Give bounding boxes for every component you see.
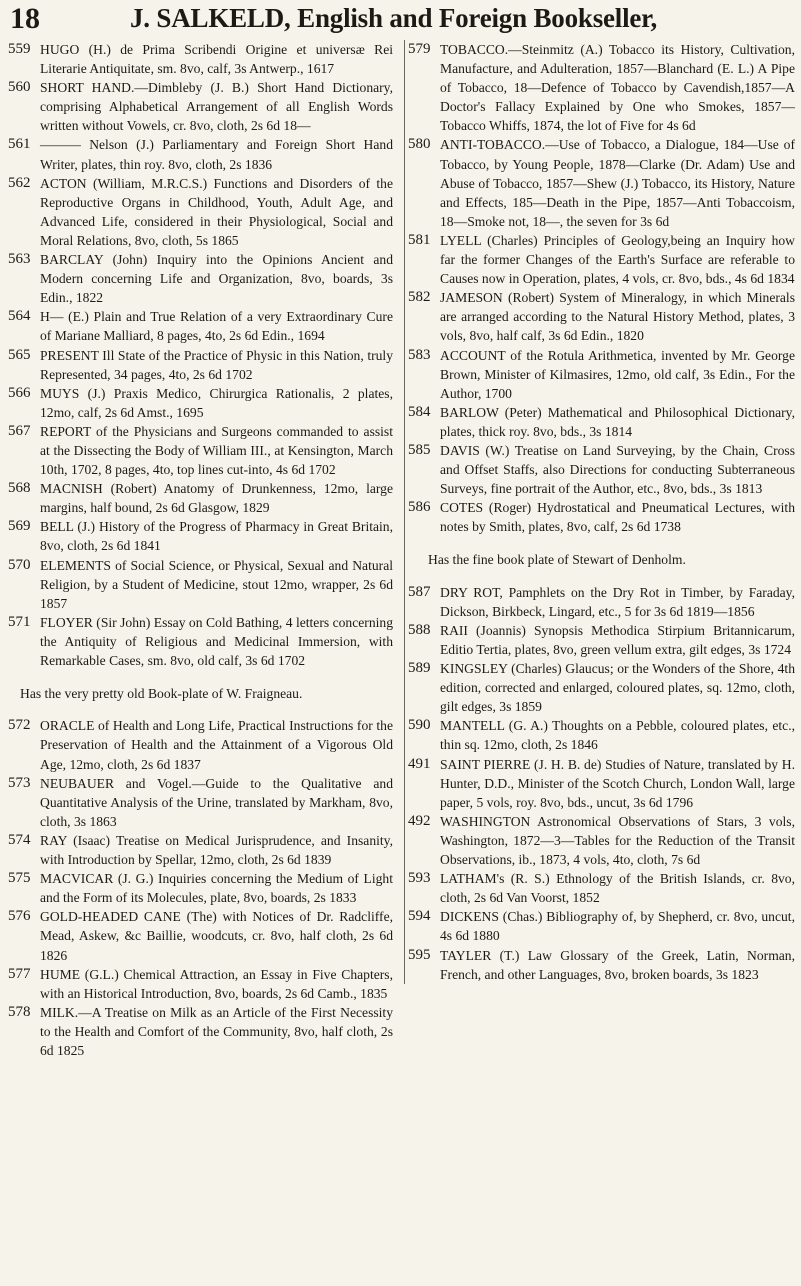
entry-number: 578 xyxy=(8,1003,31,1020)
entry-text: JAMESON (Robert) System of Mineralogy, in which Minerals are arranged according to the Natural History Method, plates, 3 vols, 8vo, half calf, 3s 6d Edin., 1820 xyxy=(440,290,795,344)
entry-text: REPORT of the Physicians and Surgeons commanded to assist at the Dissecting the Body of William III., at Kensington, March 10th, 1702, 8 pages, 4to, top lines cut-into, 4s 6d 1702 xyxy=(40,423,393,478)
entry-text: TOBACCO.—Steinmitz (A.) Tobacco its History, Cultivation, Manufacture, and Adulteration, 1857—Blanchard (E. L.) A Pipe of Tobacco, 18—Defence of Tobacco by Cavendish,1857—A Doctor's Fallacy Explained by One who Smokes, 1857—Tobacco Whiffs, 1874, the lot of Five for 4s 6d xyxy=(440,42,795,134)
page-header xyxy=(10,2,791,38)
catalogue-entry xyxy=(8,174,393,250)
catalogue-entry xyxy=(8,384,393,422)
entry-text: MACVICAR (J. G.) Inquiries concerning the Medium of Light and the Form of its Molecules, plate, 8vo, boards, 2s 1833 xyxy=(40,871,393,906)
catalogue-entry xyxy=(8,307,393,345)
entry-text: DAVIS (W.) Treatise on Land Surveying, by the Chain, Cross and Offset Staffs, also Directions for conducting Subterraneous Surveys, fine portrait of the Author, etc., 8vo, bds., 3s 1813 xyxy=(440,442,795,497)
entry-number: 575 xyxy=(8,870,31,887)
entry-number: 572 xyxy=(8,717,31,734)
entry-number: 570 xyxy=(8,556,31,573)
entry-number: 586 xyxy=(408,499,431,516)
entry-number: 588 xyxy=(408,621,431,638)
catalogue-entry xyxy=(408,716,795,754)
entry-number: 567 xyxy=(8,422,31,439)
left-column xyxy=(8,40,393,1060)
entry-text: WASHINGTON Astronomical Observations of Stars, 3 vols, Washington, 1872—3—Tables for the Reduction of the Transit Observations, ib., 1873, 4 vols, 4to, cloth, 7s 6d xyxy=(440,813,795,868)
entry-text: MUYS (J.) Praxis Medico, Chirurgica Rationalis, 2 plates, 12mo, calf, 2s 6d Amst., 1695 xyxy=(40,385,393,420)
catalogue-entry xyxy=(8,346,393,384)
entry-number: 584 xyxy=(408,403,431,420)
catalogue-entry xyxy=(8,40,393,78)
catalogue-entry xyxy=(408,498,795,536)
catalogue-entry xyxy=(8,517,393,555)
entry-text: MACNISH (Robert) Anatomy of Drunkenness, 12mo, large margins, half bound, 2s 6d Glasgow, 1829 xyxy=(40,481,393,516)
entry-number: 571 xyxy=(8,613,31,630)
entry-number: 566 xyxy=(8,384,31,401)
catalogue-entry xyxy=(408,231,795,288)
catalogue-entry xyxy=(408,907,795,945)
entry-number: 579 xyxy=(408,41,431,57)
entry-number: 565 xyxy=(8,346,31,363)
catalogue-entry xyxy=(8,422,393,479)
entry-number: 559 xyxy=(8,41,31,57)
entry-text: TAYLER (T.) Law Glossary of the Greek, Latin, Norman, French, and other Languages, 8vo, broken boards, 3s 1823 xyxy=(440,947,795,982)
entry-number: 582 xyxy=(408,289,431,306)
entry-text: NEUBAUER and Vogel.—Guide to the Qualitative and Quantitative Analysis of the Urine, translated by Markham, 8vo, cloth, 3s 1863 xyxy=(40,775,393,829)
entry-text: ELEMENTS of Social Science, or Physical, Sexual and Natural Religion, by a Student of Medicine, stout 12mo, wrapper, 2s 6d 1857 xyxy=(40,557,393,611)
catalogue-entry xyxy=(8,135,393,173)
catalogue-entry xyxy=(408,621,795,659)
catalogue-entry xyxy=(408,441,795,498)
entry-number: 491 xyxy=(408,755,431,772)
entry-text: FLOYER (Sir John) Essay on Cold Bathing, 4 letters concerning the Antiquity of Religious and Medicinal Immersion, with Remarkable Cases, sm. 8vo, old calf, 3s 6d 1702 xyxy=(40,614,393,668)
catalogue-entry xyxy=(408,946,795,984)
entry-number: 595 xyxy=(408,946,431,963)
entry-text: H— (E.) Plain and True Relation of a very Extraordinary Cure of Mariane Malliard, 8 pages, 4to, 2s 6d Edin., 1694 xyxy=(40,309,393,344)
entry-number: 563 xyxy=(8,251,31,268)
catalogue-entry xyxy=(408,869,795,907)
entry-text: ACTON (William, M.R.C.S.) Functions and Disorders of the Reproductive Organs in Childhood, Youth, Adult Age, and Advanced Life, considered in their Physiological, Social and Moral Relations, 8vo, cloth, 5s 1865 xyxy=(40,175,393,248)
entry-number: 577 xyxy=(8,965,31,982)
entry-number: 576 xyxy=(8,908,31,925)
entry-text: RAY (Isaac) Treatise on Medical Jurisprudence, and Insanity, with Introduction by Spellar, 12mo, cloth, 2s 6d 1839 xyxy=(40,832,393,868)
entry-text: RAII (Joannis) Synopsis Methodica Stirpium Britannicarum, Editio Tertia, plates, 8vo, green vellum extra, gilt edges, 3s 1724 xyxy=(440,622,795,657)
entry-text: SHORT HAND.—Dimbleby (J. B.) Short Hand Dictionary, comprising Alphabetical Arrangement of all English Words written without Vowels, cr. 8vo, cloth, 2s 6d 18— xyxy=(40,80,393,134)
entry-text: ACCOUNT of the Rotula Arithmetica, invented by Mr. George Brown, Minister of Kilmasires, 12mo, old calf, 3s Edin., For the Author, 1700 xyxy=(440,347,795,401)
entry-text: ——— Nelson (J.) Parliamentary and Foreign Short Hand Writer, plates, thin roy. 8vo, cloth, 2s 1836 xyxy=(40,137,393,172)
entry-number: 583 xyxy=(408,346,431,363)
entry-text: GOLD-HEADED CANE (The) with Notices of Dr. Radcliffe, Mead, Askew, &c Baillie, woodcuts, cr. 8vo, half cloth, 2s 6d 1826 xyxy=(40,909,393,963)
catalogue-entry xyxy=(408,288,795,345)
entry-text: BARLOW (Peter) Mathematical and Philosophical Dictionary, plates, thick roy. 8vo, bds., 3s 1814 xyxy=(440,404,795,439)
catalogue-entry xyxy=(408,135,795,230)
entry-number: 492 xyxy=(408,812,431,829)
catalogue-entry xyxy=(8,78,393,135)
entry-note-text: Has the very pretty old Book-plate of W. Fraigneau. xyxy=(20,685,303,701)
page-number: 18 xyxy=(10,2,40,35)
catalogue-entry xyxy=(8,556,393,613)
entry-text: KINGSLEY (Charles) Glaucus; or the Wonders of the Shore, 4th edition, corrected and enlarged, coloured plates, sq. 12mo, cloth, gilt edges, 3s 1859 xyxy=(440,661,795,715)
catalogue-entry xyxy=(8,250,393,307)
entry-number: 560 xyxy=(8,79,31,96)
entry-text: LYELL (Charles) Principles of Geology,being an Inquiry how far the former Changes of the Earth's Surface are referable to Causes now in Operation, plates, 4 vols, cr. 8vo, bds., 4s 6d 1834 xyxy=(440,232,795,287)
entry-number: 589 xyxy=(408,660,431,677)
catalogue-entry xyxy=(408,659,795,716)
catalogue-entry xyxy=(8,831,393,869)
entry-number: 590 xyxy=(408,717,431,734)
entry-text: COTES (Roger) Hydrostatical and Pneumatical Lectures, with notes by Smith, plates, 8vo, calf, 2s 6d 1738 xyxy=(440,500,795,535)
catalogue-entry xyxy=(8,907,393,964)
entry-number: 561 xyxy=(8,136,31,153)
entry-text: HUGO (H.) de Prima Scribendi Origine et universæ Rei Literarie Antiquitate, sm. 8vo, calf, 3s Antwerp., 1617 xyxy=(40,42,393,77)
entry-number: 569 xyxy=(8,518,31,535)
entry-text: DRY ROT, Pamphlets on the Dry Rot in Timber, by Faraday, Dickson, Birkbeck, Lingard, etc., 5 for 3s 6d 1819—1856 xyxy=(440,584,795,619)
catalogue-entry xyxy=(8,613,393,670)
catalogue-entry xyxy=(408,346,795,403)
entry-number: 585 xyxy=(408,441,431,458)
entry-text: ORACLE of Health and Long Life, Practical Instructions for the Preservation of Health and the Attainment of a Vigorous Old Age, 12mo, cloth, 2s 6d 1837 xyxy=(40,718,393,772)
catalogue-entry xyxy=(8,479,393,517)
entry-note xyxy=(408,550,795,569)
entry-text: HUME (G.L.) Chemical Attraction, an Essay in Five Chapters, with an Historical Introduction, 8vo, boards, 2s 6d Camb., 1835 xyxy=(40,966,393,1001)
entry-number: 594 xyxy=(408,908,431,925)
entry-text: BARCLAY (John) Inquiry into the Opinions Ancient and Modern concerning Life and Organization, 8vo, boards, 3s Edin., 1822 xyxy=(40,252,393,306)
catalogue-entry xyxy=(8,774,393,831)
entry-number: 573 xyxy=(8,774,31,791)
entry-number: 568 xyxy=(8,480,31,497)
entry-text: PRESENT Ill State of the Practice of Physic in this Nation, truly Represented, 34 pages, 4to, 2s 6d 1702 xyxy=(40,347,393,382)
entry-text: MANTELL (G. A.) Thoughts on a Pebble, coloured plates, etc., thin sq. 12mo, cloth, 2s 1846 xyxy=(440,718,795,753)
entry-text: SAINT PIERRE (J. H. B. de) Studies of Nature, translated by H. Hunter, D.D., Minister of the Scotch Church, London Wall, large paper, 5 vols, roy. 8vo, bds., uncut, 3s 6d 1796 xyxy=(440,756,795,810)
catalogue-entry xyxy=(408,812,795,869)
catalogue-entry xyxy=(8,716,393,773)
entry-text: LATHAM's (R. S.) Ethnology of the British Islands, cr. 8vo, cloth, 2s 6d Van Voorst, 1852 xyxy=(440,871,795,906)
right-column xyxy=(404,40,795,984)
entry-note-text: Has the fine book plate of Stewart of Denholm. xyxy=(428,552,686,568)
catalogue-entry xyxy=(408,583,795,621)
catalogue-entry xyxy=(408,403,795,441)
entry-note xyxy=(8,684,393,703)
entry-number: 574 xyxy=(8,831,31,848)
entry-number: 564 xyxy=(8,308,31,325)
entry-number: 587 xyxy=(408,583,431,600)
catalogue-entry xyxy=(408,755,795,812)
entry-text: BELL (J.) History of the Progress of Pharmacy in Great Britain, 8vo, cloth, 2s 6d 1841 xyxy=(40,519,393,554)
catalogue-entry xyxy=(408,40,795,135)
catalogue-entry xyxy=(8,965,393,1003)
catalogue-entry xyxy=(8,1003,393,1060)
catalogue-entry xyxy=(8,869,393,907)
entry-number: 593 xyxy=(408,870,431,887)
entry-text: MILK.—A Treatise on Milk as an Article of the First Necessity to the Health and Comfort of the Community, 8vo, half cloth, 2s 6d 1825 xyxy=(40,1004,393,1058)
entry-number: 581 xyxy=(408,231,431,248)
entry-text: DICKENS (Chas.) Bibliography of, by Shepherd, cr. 8vo, uncut, 4s 6d 1880 xyxy=(440,909,795,944)
entry-number: 580 xyxy=(408,136,431,153)
running-title: J. SALKELD, English and Foreign Bookseller, xyxy=(130,3,658,33)
entry-text: ANTI-TOBACCO.—Use of Tobacco, a Dialogue, 184—Use of Tobacco, by Young People, 1878—Clarke (Dr. Adam) Use and Abuse of Tobacco, 1857—Shew (J.) Tobacco, its History, Nature and Effects, 185—Death in the Pipe, 1857—Anti Tobaccoism, 18—Smoke not, 18—, the seven for 3s 6d xyxy=(440,137,795,229)
entry-number: 562 xyxy=(8,174,31,191)
